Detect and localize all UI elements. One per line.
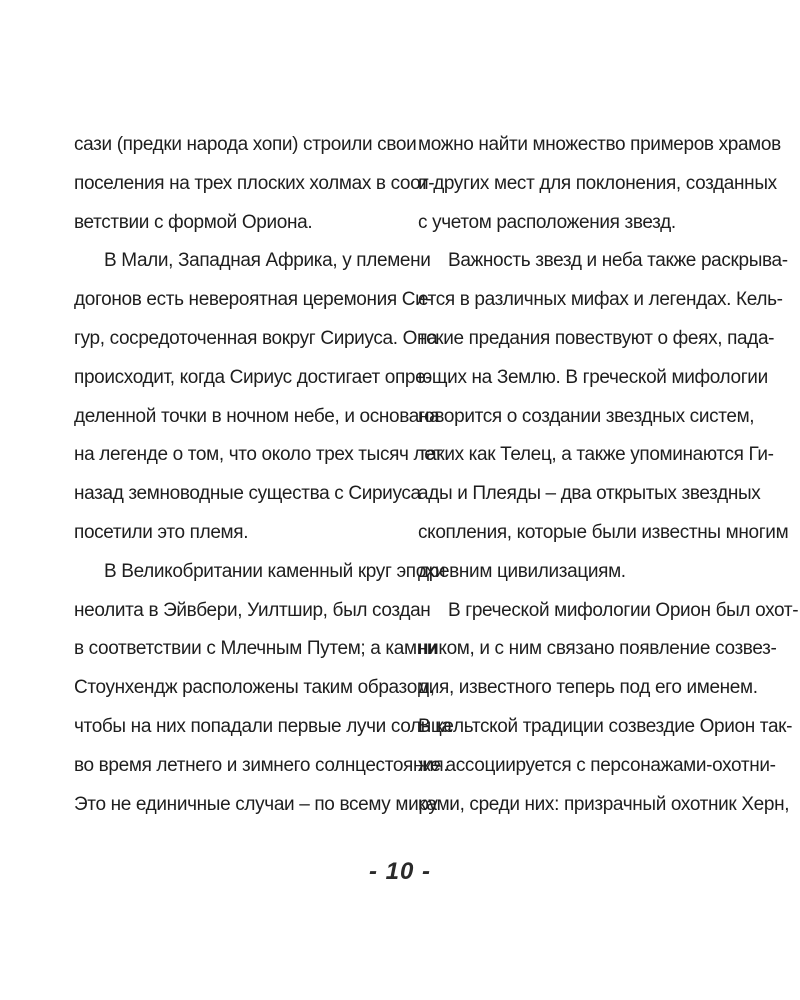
text-line: В Мали, Западная Африка, у племени: [104, 250, 431, 272]
text-line: В греческой мифологии Орион был охот-: [448, 599, 799, 621]
text-line: ветствии с формой Ориона.: [74, 211, 313, 233]
text-line: сази (предки народа хопи) строили свои: [74, 134, 417, 155]
text-line: таких как Телец, а также упоминаются Ги-: [418, 444, 774, 466]
right-text-column: [418, 126, 799, 824]
text-line: догонов есть невероятная церемония Си-: [74, 289, 432, 311]
text-line: ется в различных мифах и легендах. Кель-: [418, 289, 783, 311]
text-line: тские предания повествуют о феях, пада-: [418, 327, 775, 349]
text-line: в соответствии с Млечным Путем; а камни: [74, 638, 438, 660]
page-number: - 10 -: [368, 858, 431, 885]
text-line: же ассоциируется с персонажами-охотни-: [418, 754, 776, 776]
text-line: с учетом расположения звезд.: [418, 211, 676, 233]
text-line: чтобы на них попадали первые лучи солнца: [74, 715, 452, 737]
text-line: назад земноводные существа с Сириуса: [74, 483, 421, 505]
text-line: во время летнего и зимнего солнцестояния.: [74, 754, 449, 776]
text-line: можно найти множество примеров храмов: [418, 134, 781, 155]
text-line: на легенде о том, что около трех тысяч лет: [74, 444, 443, 466]
text-line: происходит, когда Сириус достигает опре-: [74, 366, 432, 388]
text-line: и других мест для поклонения, созданных: [418, 172, 777, 194]
text-line: дия, известного теперь под его именем.: [418, 677, 758, 699]
text-line: В Великобритании каменный круг эпохи: [104, 560, 446, 582]
text-line: ками, среди них: призрачный охотник Херн,: [418, 793, 790, 815]
text-line: Важность звезд и неба также раскрыва-: [448, 250, 788, 272]
text-line: поселения на трех плоских холмах в соот-: [74, 172, 435, 194]
text-line: ады и Плеяды – два открытых звездных: [418, 483, 761, 505]
text-line: Стоунхендж расположены таким образом,: [74, 677, 435, 699]
text-line: говорится о создании звездных систем,: [418, 405, 755, 427]
text-line: ющих на Землю. В греческой мифологии: [418, 366, 768, 388]
left-text-column: [74, 126, 452, 824]
text-line: Это не единичные случаи – по всему миру: [74, 793, 438, 815]
text-line: скопления, которые были известны многим: [418, 521, 789, 543]
text-line: неолита в Эйвбери, Уилтшир, был создан: [74, 599, 431, 621]
text-line: В кельтской традиции созвездие Орион так-: [418, 715, 793, 737]
text-line: гур, сосредоточенная вокруг Сириуса. Она: [74, 327, 438, 349]
text-line: древним цивилизациям.: [418, 560, 626, 582]
text-line: посетили это племя.: [74, 521, 249, 543]
text-line: ником, и с ним связано появление созвез-: [418, 638, 777, 660]
text-line: деленной точки в ночном небе, и основана: [74, 405, 440, 427]
